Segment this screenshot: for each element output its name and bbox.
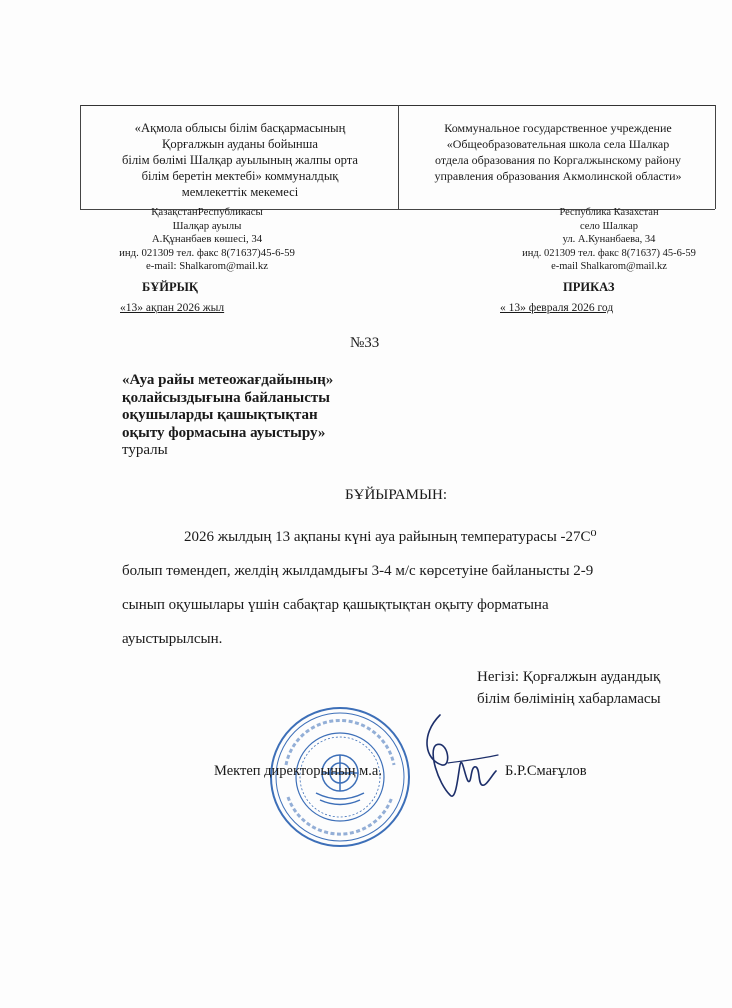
body-line: болып төмендеп, желдің жылдамдығы 3-4 м/с көрсетуіне байланысты 2-9 — [122, 563, 594, 579]
ru-organization-name: Коммунальное государственное учреждение «Общеобразовательная школа села Шалкар отдела образования по Коргалжынскому району управления образования Акмолинской области» — [434, 121, 682, 183]
director-title: Мектеп директорының м.а. — [214, 763, 382, 779]
signature-icon — [410, 705, 505, 815]
order-body — [122, 520, 677, 656]
body-line: ауыстырылсын. — [122, 631, 223, 647]
body-line: 2026 жылдың 13 ақпаны күні ауа райының температурасы -27С⁰ — [184, 529, 597, 545]
director-name: Б.Р.Смағұлов — [505, 763, 587, 779]
basis-note: Негізі: Қорғалжын аудандық білім бөлімінің хабарламасы — [477, 669, 661, 707]
subject-line: оқыту формасына ауыстыру» — [122, 424, 326, 441]
subject-line: туралы — [122, 442, 168, 458]
order-number: №33 — [350, 335, 380, 351]
kz-address-block: ҚазақстанРеспубликасы Шалқар ауылы А.Құнанбаев көшесі, 34 инд. 021309 тел. факс 8(71637)45-6-59 e-mail: Shalkarom@mail.kz — [119, 206, 295, 272]
order-title-kz: БҰЙРЫҚ — [142, 280, 198, 294]
body-line: сынып оқушылары үшін сабақтар қашықтықтан оқыту форматына — [122, 597, 549, 613]
kz-organization-name: «Ақмола облысы білім басқармасының Қорғалжын ауданы бойынша білім бөлімі Шалқар ауылының жалпы орта білім беретін мектебі» коммуналдық мемлекеттік мекемесі — [121, 121, 358, 199]
order-date-kz: «13» ақпан 2026 жыл — [120, 302, 225, 314]
subject-line: «Ауа райы метеожағдайының» — [122, 372, 334, 388]
order-date-ru: « 13» февраля 2026 год — [500, 302, 614, 314]
header-right-border — [715, 105, 716, 209]
subject-line: қолайсыздығына байланысты — [122, 389, 330, 406]
order-subject — [122, 372, 402, 460]
subject-line: оқушыларды қашықтықтан — [122, 407, 318, 423]
header-left-border — [80, 105, 81, 209]
ru-address-block: Республика Казахстан село Шалкар ул. А.Кунанбаева, 34 инд. 021309 тел. факс 8(71637) 45-6-59 e-mail Shalkarom@mail.kz — [522, 207, 696, 272]
header-divider — [398, 105, 399, 209]
order-title-ru: ПРИКАЗ — [563, 280, 615, 294]
decree-heading: БҰЙЫРАМЫН: — [345, 487, 448, 503]
